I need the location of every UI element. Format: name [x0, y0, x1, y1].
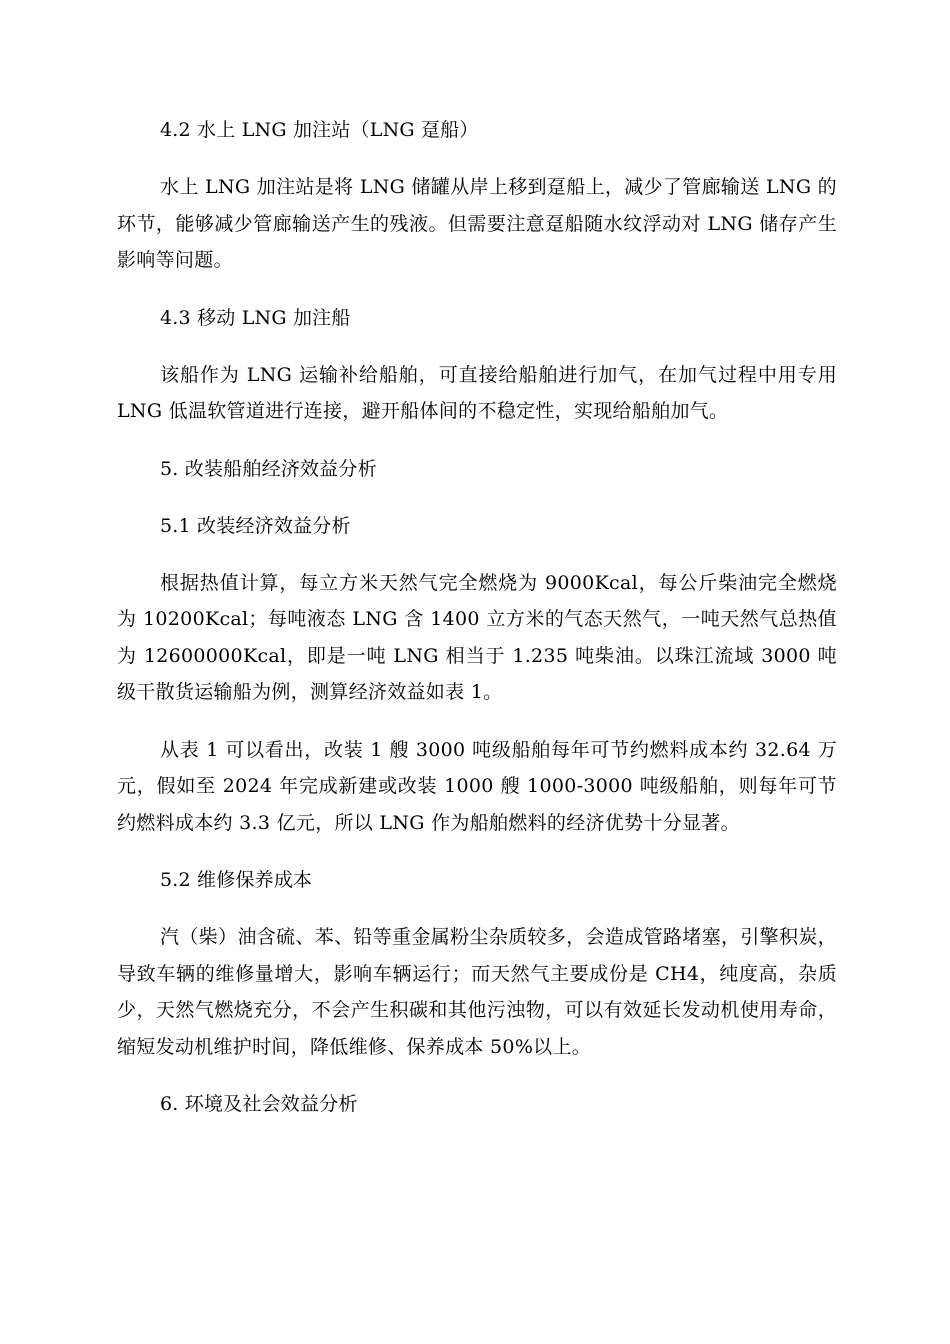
heading-4-3: 4.3 移动 LNG 加注船	[160, 306, 351, 329]
para-4-3-body: 该船作为 LNG 运输补给船舶，可直接给船舶进行加气，在加气过程中用专用 LNG 低温软管道进行连接，避开船体间的不稳定性，实现给船舶加气。	[117, 363, 837, 422]
heading-5-1: 5.1 改装经济效益分析	[160, 514, 351, 537]
para-5-1-calc: 根据热值计算，每立方米天然气完全燃烧为 9000Kcal，每公斤柴油完全燃烧为 10200Kcal；每吨液态 LNG 含 1400 立方米的气态天然气，一吨天然气总热值为 12600000Kcal，即是一吨 LNG 相当于 1.235 吨柴油。以珠江流域 3000 吨级干散货运输船为例，测算经济效益如表 1。	[117, 571, 837, 703]
heading-5-2: 5.2 维修保养成本	[160, 869, 313, 891]
para-5-2-body: 汽（柴）油含硫、苯、铅等重金属粉尘杂质较多，会造成管路堵塞，引擎积炭，导致车辆的维修量增大，影响车辆运行；而天然气主要成份是 CH4，纯度高，杂质少，天然气燃烧充分，不会产生积碳和其他污浊物，可以有效延长发动机使用寿命，缩短发动机维护时间，降低维修、保养成本 50%以上。	[117, 926, 837, 1058]
heading-5: 5. 改装船舶经济效益分析	[160, 457, 377, 480]
para-5-1-result: 从表 1 可以看出，改装 1 艘 3000 吨级船舶每年可节约燃料成本约 32.64 万元，假如至 2024 年完成新建或改装 1000 艘 1000-3000 吨级船舶，则每年可节约燃料成本约 3.3 亿元，所以 LNG 作为船舶燃料的经济优势十分显著。	[117, 738, 837, 834]
heading-4-2: 4.2 水上 LNG 加注站（LNG 趸船）	[160, 119, 479, 141]
document-body	[117, 112, 837, 1143]
heading-6: 6. 环境及社会效益分析	[160, 1093, 358, 1115]
para-4-2-body: 水上 LNG 加注站是将 LNG 储罐从岸上移到趸船上，减少了管廊输送 LNG 的环节，能够减少管廊输送产生的残液。但需要注意趸船随水纹浮动对 LNG 储存产生影响等问题。	[117, 176, 837, 271]
